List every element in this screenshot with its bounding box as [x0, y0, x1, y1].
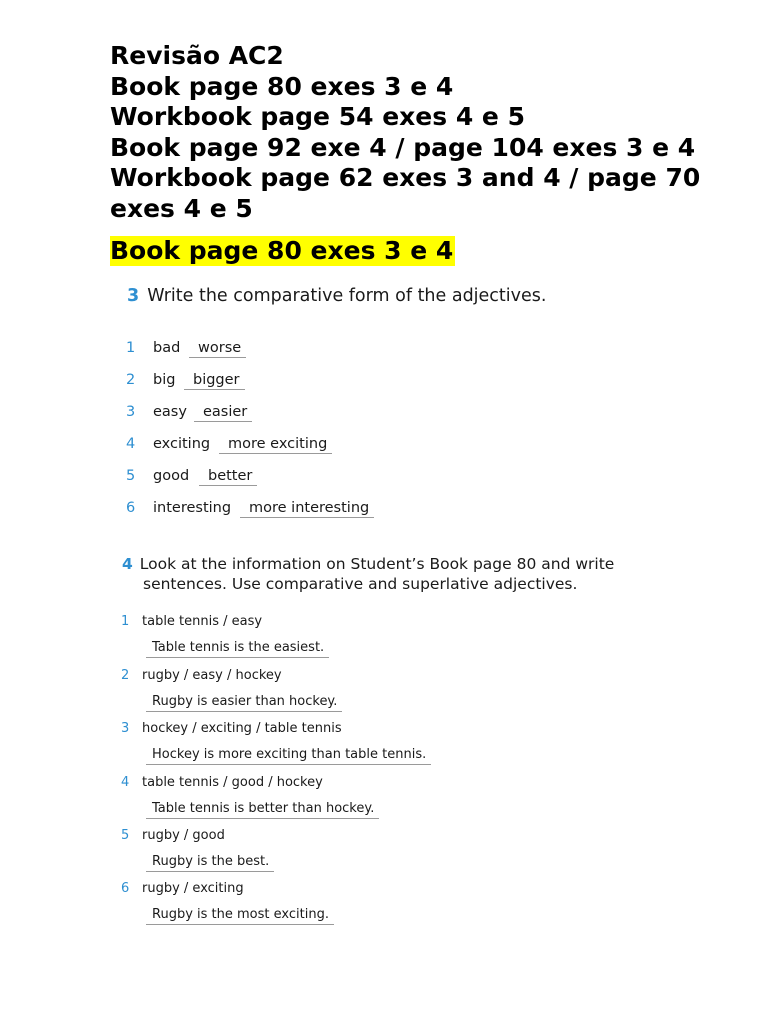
item-number: 1 [126, 340, 136, 356]
heading-line: Workbook page 54 exes 4 e 5 [110, 102, 525, 131]
item-prompt: table tennis / good / hockey [142, 775, 323, 790]
item-answer: more interesting [240, 500, 374, 518]
item-answer: bigger [184, 372, 245, 390]
item-answer: worse [189, 340, 246, 358]
item-answer: better [199, 468, 257, 486]
item-prompt: rugby / easy / hockey [142, 668, 282, 683]
review-heading [110, 41, 740, 224]
item-answer: Hockey is more exciting than table tennis. [146, 747, 431, 765]
item-number: 5 [126, 468, 136, 484]
item-prompt: rugby / exciting [142, 881, 244, 896]
exercise-number: 4 [122, 555, 133, 573]
exercise-3-title [127, 286, 546, 306]
item-prompt: table tennis / easy [142, 614, 263, 629]
highlighted-heading: Book page 80 exes 3 e 4 [110, 236, 454, 265]
heading-line: Workbook page 62 exes 3 and 4 / page 70 exes 4 e 5 [110, 163, 701, 223]
item-adjective: exciting [153, 436, 211, 452]
item-number: 4 [126, 436, 136, 452]
item-adjective: big [153, 372, 176, 388]
item-number: 3 [126, 404, 136, 420]
exercise-instruction: sentences. Use comparative and superlative adjectives. [143, 575, 578, 593]
item-answer: Rugby is easier than hockey. [146, 694, 342, 712]
item-answer: Rugby is the best. [146, 854, 274, 872]
heading-line: Book page 80 exes 3 e 4 [110, 71, 454, 101]
item-answer: easier [194, 404, 252, 422]
item-number: 5 [121, 828, 130, 843]
item-answer: Table tennis is the easiest. [146, 640, 329, 658]
item-number: 2 [126, 372, 136, 388]
item-number: 1 [121, 614, 130, 629]
item-adjective: interesting [153, 500, 232, 516]
item-number: 3 [121, 721, 130, 736]
heading-line: Book page 92 exe 4 / page 104 exes 3 e 4 [110, 132, 696, 162]
item-adjective: good [153, 468, 190, 484]
item-adjective: easy [153, 404, 187, 420]
item-answer: more exciting [219, 436, 332, 454]
exercise-instruction: Look at the information on Student’s Book page 80 and write [139, 555, 615, 573]
heading-line: Revisão AC2 [110, 41, 284, 70]
item-number: 6 [126, 500, 136, 516]
exercise-instruction: Write the comparative form of the adjectives. [147, 286, 547, 306]
item-prompt: rugby / good [142, 828, 225, 843]
item-number: 4 [121, 775, 130, 790]
item-number: 2 [121, 668, 130, 683]
item-number: 6 [121, 881, 130, 896]
item-adjective: bad [153, 340, 181, 356]
exercise-number: 3 [127, 286, 140, 306]
item-answer: Rugby is the most exciting. [146, 907, 334, 925]
exercise-4-title [122, 554, 614, 594]
item-prompt: hockey / exciting / table tennis [142, 721, 342, 736]
item-answer: Table tennis is better than hockey. [146, 801, 379, 819]
